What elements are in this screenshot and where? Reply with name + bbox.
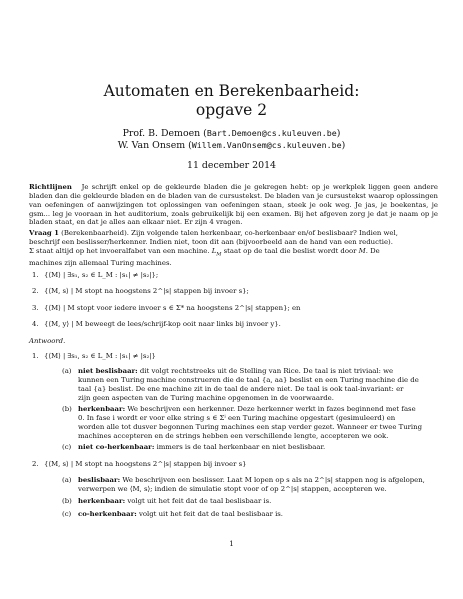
answer-item-2 (32, 460, 247, 469)
answer-1c (62, 443, 436, 452)
question-1-text-3b: L (211, 246, 217, 255)
answer-2b (62, 497, 436, 506)
question-1-line-4: machines zijn allemaal Turing machines. (29, 258, 172, 267)
answer-item-2-text: {⟨M, s⟩ | M stopt na hoogstens 2^|s| stappen bij invoer s} (44, 460, 247, 468)
question-item-4-text: {⟨M, y⟩ | M beweegt de lees/schrijf-kop ooit naar links bij invoer y}. (44, 320, 281, 328)
answer-1a-line-1 (78, 367, 436, 376)
answer-1b (62, 405, 436, 440)
answer-label (29, 337, 65, 346)
question-1-text-3c: M (216, 251, 222, 258)
answer-label-text: Antwoord. (29, 337, 66, 345)
answer-2c-bold: co-herkenbaar: (78, 510, 137, 518)
question-1-line-1 (29, 229, 438, 238)
guidelines-text: Je schrijft enkel op de gekleurde bladen die je gekregen hebt: op je werkplek liggen geen andere bladen dan die gekleurde bladen en de bladen van de cursustekst. De bladen van je cursustekst waarop oplossingen van oefeningen of aanwijzingen tot oplossingen van oefeningen staan, steek je ook weg. Je jas, je boekentas, je gsm... leg je vooraan in het auditorium, zoals gebruikelijk bij een examen. Bij het afgeven zorg je dat je naam op je bladen staat, en dat je alles aan elkaar niet. Er zijn 4 vragen. (29, 183, 438, 227)
answer-2b-label: (b) (62, 497, 72, 505)
author-1: Prof. B. Demoen (Bart.Demoen@cs.kuleuven.be) (122, 128, 341, 139)
question-item-1 (32, 271, 159, 280)
question-item-1-text: {⟨M⟩ | ∃s₁, s₂ ∈ L_M : |s₁| ≠ |s₂|}; (44, 271, 159, 279)
question-item-3-text: {⟨M⟩ | M stopt voor iedere invoer s ∈ Σ* na hoogstens 2^|s| stappen}; en (44, 304, 301, 312)
answer-1b-bold: herkenbaar: (78, 405, 126, 413)
answer-1a-label: (a) (62, 367, 72, 375)
answer-1b-text-2: 0. In fase i wordt er voor elke string s ∈ Σⁱ een Turing machine opgestart (gesimuleerd) en (78, 413, 396, 422)
paper-title (0, 82, 463, 120)
answer-1a-text-2: kunnen een Turing machine construeren die de taal {a, aa} beslist en een Turing machine die de (78, 375, 419, 384)
question-1-paragraph (29, 229, 438, 268)
page-number: 1 (229, 539, 234, 548)
question-1-topic: (Berekenbaarheid). (61, 229, 129, 237)
question-1-text-3f: . De (365, 246, 380, 255)
question-item-2-text: {⟨M, s⟩ | M stopt na hoogstens 2^|s| stappen bij invoer s}; (44, 287, 249, 295)
answer-1a (62, 367, 436, 402)
question-1-text-3a: Σ staat altijd op het invoeralfabet van een machine. (29, 246, 212, 255)
answer-2a-label: (a) (62, 476, 72, 484)
answer-item-1-text: {⟨M⟩ | ∃s₁, s₂ ∈ L_M : |s₁| ≠ |s₂|} (44, 352, 156, 360)
paper-date: 11 december 2014 (186, 160, 277, 171)
answer-1b-text-4: machines accepteren en de strings hebben een verschillende lengte, accepteren we ook. (78, 431, 389, 440)
author-2-email: Willem.VanOnsem@cs.kuleuven.be (191, 140, 342, 150)
answer-1a-text-1: dit volgt rechtstreeks uit de Stelling van Rice. De taal is niet triviaal: we (139, 367, 394, 375)
answer-item-1 (32, 352, 156, 361)
author-2: W. Van Onsem (Willem.VanOnsem@cs.kuleuven.be) (117, 140, 346, 151)
question-item-4 (32, 320, 281, 329)
answer-2a-text-2: verwerpen we ⟨M, s⟩; indien de simulatie stopt voor of op 2^|s| stappen, accepteren we. (78, 484, 387, 493)
answer-1c-text: immers is de taal herkenbaar en niet beslisbaar. (156, 443, 326, 451)
answer-1b-text-1: We beschrijven een herkenner. Deze herkenner werkt in fazes beginnend met fase (127, 405, 416, 413)
answer-2b-bold: herkenbaar: (78, 497, 126, 505)
answer-2b-text: volgt uit het feit dat de taal beslisbaar is. (127, 497, 272, 505)
answer-2a-bold: beslisbaar: (78, 476, 121, 484)
answer-item-1-num: 1. (32, 352, 39, 360)
answer-2a-line-1 (78, 476, 436, 485)
answer-1c-bold: niet co-herkenbaar: (78, 443, 155, 451)
question-item-2 (32, 287, 249, 296)
question-1-text-3d: staat op de taal die beslist wordt door (221, 246, 359, 255)
answer-2a (62, 476, 436, 494)
question-1-line-2: beschrijf een beslisser/herkenner. Indien niet, toon dit aan (bijvoorbeeld aan de hand van een reductie). (29, 237, 393, 246)
answer-2a-text-1: We beschrijven een beslisser. Laat M lopen op s als na 2^|s| stappen nog is afgelopen, (122, 476, 425, 484)
guidelines-paragraph (29, 183, 438, 227)
answer-1b-label: (b) (62, 405, 72, 413)
question-item-3 (32, 304, 301, 313)
question-item-2-num: 2. (32, 287, 39, 295)
answer-item-2-num: 2. (32, 460, 39, 468)
author-2-name: W. Van Onsem (117, 140, 186, 151)
answer-1a-text-4: zijn geen aspecten van de Turing machine opgenomen in de voorwaarde. (78, 393, 334, 402)
question-1-label: Vraag 1 (29, 229, 59, 237)
author-1-email: Bart.Demoen@cs.kuleuven.be (206, 128, 337, 138)
author-1-name: Prof. B. Demoen (122, 128, 201, 139)
answer-2c-text: volgt uit het feit dat de taal beslisbaar is. (138, 510, 283, 518)
question-item-4-num: 4. (32, 320, 39, 328)
question-item-3-num: 3. (32, 304, 39, 312)
question-item-1-num: 1. (32, 271, 39, 279)
title-line-2: opgave 2 (195, 101, 268, 119)
guidelines-label: Richtlijnen (29, 183, 72, 191)
question-1-text-1: Zijn volgende talen herkenbaar, co-herkenbaar en/of beslisbaar? Indien wel, (131, 229, 398, 237)
question-1-line-3 (29, 247, 438, 259)
answer-1a-bold: niet beslisbaar: (78, 367, 138, 375)
answer-1b-line-1 (78, 405, 436, 414)
answer-1b-text-3: worden alle tot dusver begonnen Turing machines een stap verder gezet. Wanneer er twee Turing (78, 422, 422, 431)
answer-1c-label: (c) (62, 443, 72, 451)
answer-2c (62, 510, 436, 519)
answer-2c-label: (c) (62, 510, 72, 518)
answer-1a-text-3: taal {a} beslist. De ene machine zit in de taal de andere niet. De taal is ook taal-invariant: er (78, 384, 404, 393)
question-1-text-3e: M (358, 246, 366, 255)
title-line-1: Automaten en Berekenbaarheid: (103, 82, 360, 100)
